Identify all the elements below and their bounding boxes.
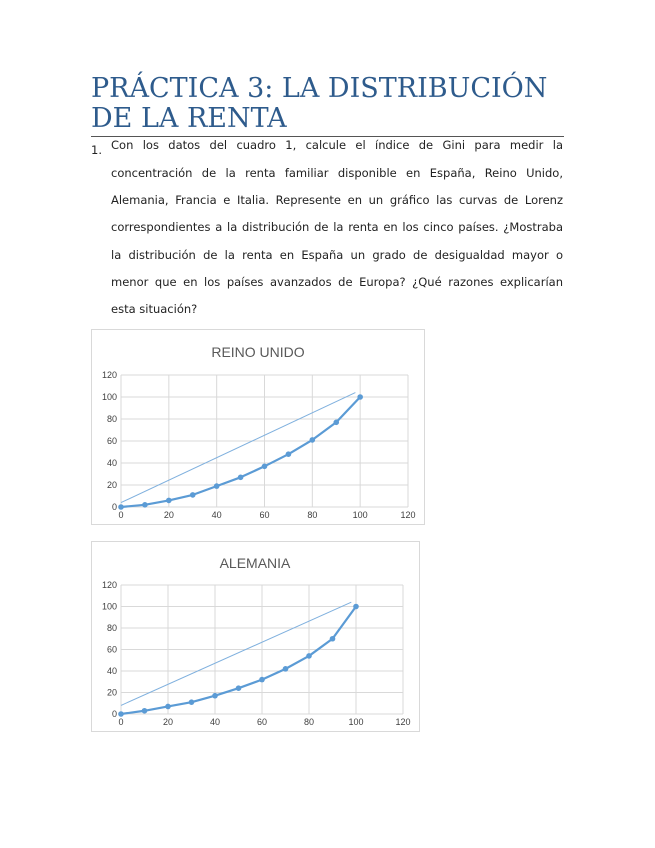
question-line-2: concentración de la renta familiar disponible en España, Reino Unido,	[111, 166, 563, 180]
x-tick-label: 40	[211, 510, 222, 520]
question-line-5: la distribución de la renta en España un grado de desigualdad mayor o	[111, 248, 563, 262]
lorenz-curve-point	[142, 708, 148, 714]
x-tick-label: 40	[209, 717, 221, 727]
lorenz-curve-point	[238, 475, 244, 481]
lorenz-curve-point	[306, 653, 312, 659]
chart-title: ALEMANIA	[219, 555, 291, 571]
lorenz-curve-point	[330, 636, 336, 642]
x-tick-label: 80	[303, 717, 315, 727]
lorenz-curve-point	[333, 420, 339, 426]
lorenz-curve-point	[214, 483, 220, 489]
lorenz-curve-point	[118, 504, 124, 510]
y-tick-label: 80	[106, 414, 117, 424]
chart-reino-unido-svg	[92, 330, 424, 524]
title-line-1: PRÁCTICA 3: LA DISTRIBUCIÓN	[91, 73, 548, 104]
x-tick-label: 60	[256, 717, 268, 727]
y-tick-label: 20	[106, 480, 117, 490]
equality-line	[121, 393, 355, 503]
lorenz-curve-point	[190, 492, 196, 498]
y-tick-label: 0	[111, 502, 117, 512]
chart-alemania-svg	[92, 542, 419, 731]
lorenz-curve-line	[121, 607, 356, 715]
lorenz-curve-point	[166, 498, 172, 504]
lorenz-curve-point	[259, 677, 265, 683]
lorenz-curve-point	[286, 451, 292, 457]
y-tick-label: 120	[101, 580, 117, 590]
x-tick-label: 120	[400, 510, 416, 520]
y-tick-label: 0	[111, 709, 117, 719]
title-line-2: DE LA RENTA	[91, 103, 287, 134]
y-tick-label: 80	[106, 623, 117, 633]
question-line-3: Alemania, Francia e Italia. Represente en un gráfico las curvas de Lorenz	[111, 193, 563, 207]
x-tick-label: 100	[348, 717, 364, 727]
lorenz-curve-point	[262, 464, 268, 470]
lorenz-curve-point	[142, 502, 148, 508]
x-tick-label: 20	[162, 717, 174, 727]
y-tick-label: 40	[106, 458, 117, 468]
question-line-7: esta situación?	[111, 302, 198, 316]
y-tick-label: 100	[101, 392, 117, 402]
x-tick-label: 120	[395, 717, 411, 727]
lorenz-curve-point	[118, 711, 124, 717]
y-tick-label: 60	[106, 436, 117, 446]
chart-title: REINO UNIDO	[211, 344, 305, 360]
y-tick-label: 20	[106, 687, 117, 698]
lorenz-curve-point	[165, 704, 171, 710]
y-tick-label: 60	[106, 644, 117, 655]
x-tick-label: 0	[118, 510, 124, 520]
question-line-6: menor que en los países avanzados de Europa? ¿Qué razones explicarían	[111, 275, 563, 289]
x-tick-label: 20	[163, 510, 174, 520]
lorenz-curve-line	[121, 397, 360, 507]
y-tick-label: 120	[101, 370, 117, 380]
question-line-4: correspondientes a la distribución de la renta en los cinco países. ¿Mostraba	[111, 220, 563, 234]
title-underline	[91, 136, 564, 137]
x-tick-label: 0	[118, 717, 124, 727]
lorenz-curve-point	[310, 437, 316, 443]
page-title	[91, 74, 571, 134]
x-tick-label: 60	[259, 510, 270, 520]
question-line-1: Con los datos del cuadro 1, calcule el índice de Gini para medir la	[111, 138, 563, 152]
lorenz-curve-point	[212, 693, 218, 699]
lorenz-curve-point	[283, 666, 289, 672]
x-tick-label: 100	[352, 510, 368, 520]
y-tick-label: 100	[101, 601, 117, 612]
question-number: 1.	[91, 143, 102, 157]
lorenz-curve-point	[353, 604, 359, 610]
chart-reino-unido	[91, 329, 425, 525]
chart-alemania	[91, 541, 420, 732]
lorenz-curve-point	[357, 394, 363, 400]
lorenz-curve-point	[236, 685, 242, 691]
y-tick-label: 40	[106, 666, 117, 676]
x-tick-label: 80	[307, 510, 318, 520]
lorenz-curve-point	[189, 699, 195, 705]
